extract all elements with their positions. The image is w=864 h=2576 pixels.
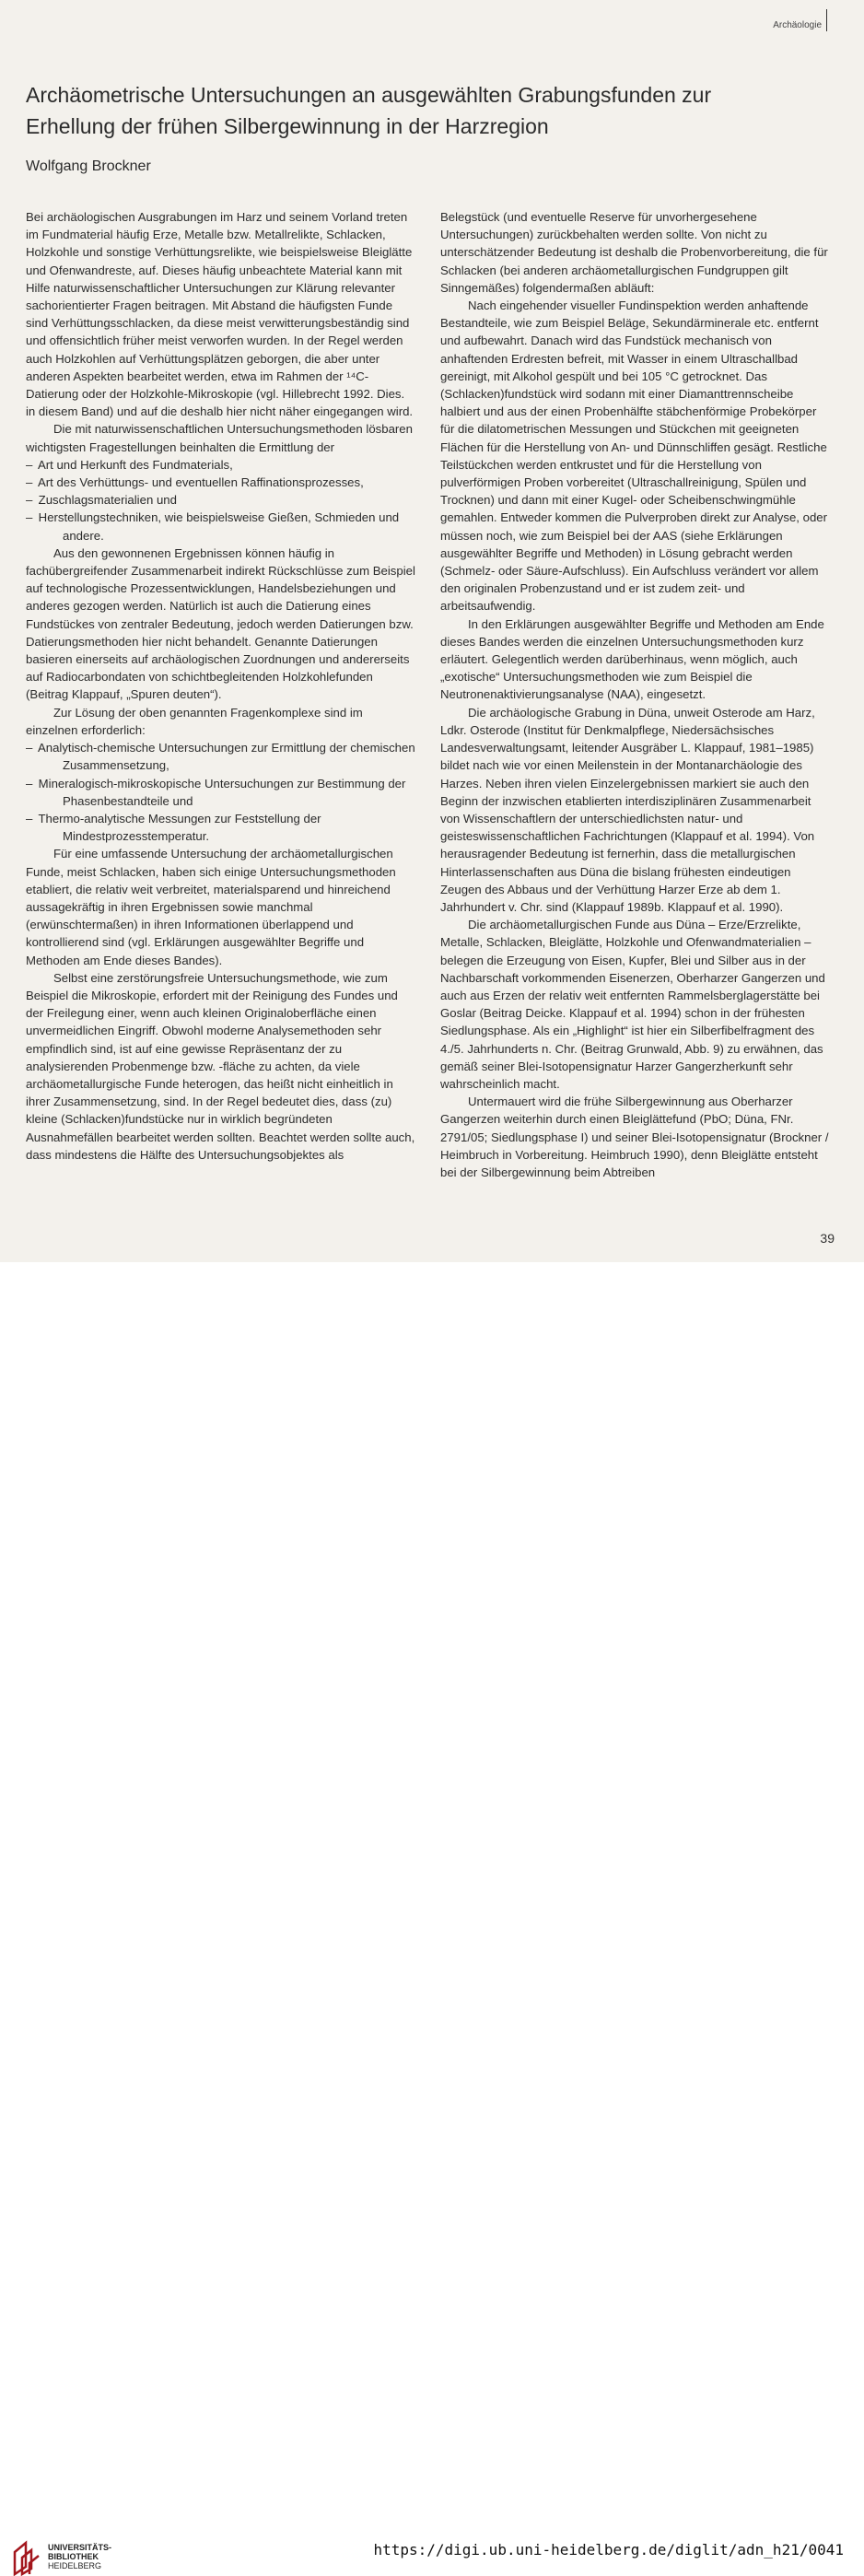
paragraph: Bei archäologischen Ausgrabungen im Harz und seinem Vorland treten im Fundmaterial häufig Erze, Metalle bzw. Metallrelikte, Schlacken, Holzkohle und sonstige Verhüttungsrelikte, wie beispielsweise Bleiglätte und Ofenwandreste, auf. Dieses häufig unbeachtete Material kann mit Hilfe naturwissenschaftlicher Untersuchungen zur Klärung relevanter sachorientierter Fragen beitragen. Mit Abstand die häufigsten Funde sind Verhüttungsschlacken, da diese meist verwitterungsbeständig sind und offensichtlich früher meist verworfen wurden. In der Regel werden auch Holzkohlen auf Verhüttungsplätzen geborgen, die aber unter anderen Aspekten bearbeitet werden, etwa im Rahmen der ¹⁴C-Datierung oder der Holzkohle-Mikroskopie (vgl. Hillebrecht 1992. Dies. in diesem Band) und auf die deshalb hier nicht näher eingegangen wird. xyxy=(26,210,414,419)
paragraph: Belegstück (und eventuelle Reserve für unvorhergesehene Untersuchungen) zurückbehalten werden sollte. Von nicht zu unterschätzender Bedeutung ist deshalb die Probenvorbereitung, die für Schlacken (bei anderen archäometallurgischen Fundgruppen gilt Sinngemäßes) folgendermaßen abläuft: xyxy=(440,210,828,295)
list-item: – Mineralogisch-mikroskopische Untersuchungen zur Bestimmung der Phasenbestandteile und xyxy=(26,776,406,808)
paragraph: Die archäometallurgischen Funde aus Düna – Erze/Erzrelikte, Metalle, Schlacken, Bleiglätte, Holzkohle und Ofenwandmaterialien – belegen die Erzeugung von Eisen, Kupfer, Blei und Silber aus in der Nachbarschaft vorkommenden Eisenerzen, Oberharzer Gangerzen und auch aus Erzen der relativ weit entfernten Rammelsberglagerstätte bei Goslar (Beitrag Deicke. Klappauf et al. 1994) schon in der frühesten Siedlungsphase. Als ein „Highlight“ ist hier ein Silberfibelfragment des 4./5. Jahrhunderts n. Chr. (Beitrag Grunwald, Abb. 9) zu erwähnen, das gemäß seiner Blei-Isotopensignatur Harzer Gangerzherkunft sehr wahrscheinlich macht. xyxy=(440,918,825,1091)
list-item: – Analytisch-chemische Untersuchungen zur Ermittlung der chemischen Zusammensetzung, xyxy=(26,741,415,773)
paragraph: Nach eingehender visueller Fundinspektion werden anhaftende Bestandteile, wie zum Beispiel Beläge, Sekundärminerale etc. entfernt und aufbewahrt. Danach wird das Fundstück mechanisch von anhaftenden Erdresten befreit, mit Wasser in einem Ultraschallbad gereinigt, mit Alkohol gespült und bei 105 °C getrocknet. Das (Schlacken)fundstück wird sodann mit einer Diamanttrennscheibe halbiert und aus der einen Probenhälfte stäbchenförmige Probekörper für die dilatometrischen Messungen und Stückchen mit geeigneten Flächen für die Herstellung von An- und Dünnschliffen gesägt. Restliche Teilstückchen werden entkrustet und für die Herstellung von pulverförmigen Proben vorbereitet (Ultraschallreinigung, Spülen und Trocknen) und dann mit einer Kugel- oder Scheibenschwingmühle gemahlen. Entweder kommen die Pulverproben direkt zur Analyse, oder müssen noch, wie zum Beispiel bei der AAS (siehe Erklärungen ausgewählter Begriffe und Methoden) in Lösung gebracht werden (Schmelz- oder Säure-Aufschluss). Ein Aufschluss verändert vor allem den originalen Probenzustand und er ist zudem zeit- und arbeitsaufwendig. xyxy=(440,299,828,614)
paragraph: Aus den gewonnenen Ergebnissen können häufig in fachübergreifender Zusammenarbeit indirekt Rückschlüsse zum Beispiel auf technologische Prozessentwicklungen, Handelsbeziehungen und anderes gezogen werden. Natürlich ist auch die Datierung eines Fundstückes von zentraler Bedeutung, jedoch werden Datierungen bzw. Datierungsmethoden hier nicht behandelt. Genannte Datierungen basieren einerseits auf archäologischen Zuordnungen und andererseits auf Radiocarbondaten von schichtbegleitenden Holzkohlefunden (Beitrag Klappauf, „Spuren deuten“). xyxy=(26,545,415,702)
right-column xyxy=(440,208,832,1181)
paragraph: In den Erklärungen ausgewählter Begriffe und Methoden am Ende dieses Bandes werden die einzelnen Untersuchungsmethoden kurz erläutert. Gelegentlich werden darüberhinaus, wenn möglich, auch „exotische“ Untersuchungsmethoden wie zum Beispiel die Neutronenaktivierungsanalyse (NAA), eingesetzt. xyxy=(440,616,824,702)
method-list xyxy=(26,739,417,845)
list-item: – Art des Verhüttungs- und eventuellen Raffinationsprozesses, xyxy=(26,475,364,490)
paragraph: Die archäologische Grabung in Düna, unweit Osterode am Harz, Ldkr. Osterode (Institut für Denkmalpflege, Niedersächsisches Landesverwaltungsamt, leitender Ausgräber L. Klappauf, 1981–1985) bildet nach wie vor einen Meilenstein in der Montanarchäologie des Harzes. Neben ihren vielen Einzelergebnissen markiert sie auch den Beginn der inzwischen etablierten interdisziplinären Zusammenarbeit von Wissenschaftlern der unterschiedlichsten natur- und geisteswissenschaftlichen Fachrichtungen (Klappauf et al. 1994). Von herausragender Bedeutung ist fernerhin, dass die metallurgischen Hinterlassenschaften aus Düna die bislang frühesten eindeutigen Zeugen des Abbaus und der Verhüttung Harzer Erze ab dem 1. Jahrhundert v. Chr. sind (Klappauf 1989b. Klappauf et al. 1990). xyxy=(440,705,815,914)
list-item: – Herstellungstechniken, wie beispielsweise Gießen, Schmieden und andere. xyxy=(26,510,400,543)
library-name: UNIVERSITÄTS- BIBLIOTHEK HEIDELBERG xyxy=(48,2543,112,2570)
paragraph: Zur Lösung der oben genannten Fragenkomplexe sind im einzelnen erforderlich: xyxy=(26,705,363,737)
paragraph: Selbst eine zerstörungsfreie Untersuchungsmethode, wie zum Beispiel die Mikroskopie, erfordert mit der Reinigung des Fundes und der Freilegung einer, wenn auch kleinen Originaloberfläche einen unvermeidlichen Eingriff. Obwohl moderne Analysemethoden sehr empfindlich sind, ist auf eine gewisse Repräsentanz der zu analysierenden Probenmenge bzw. -fläche zu achten, da viele archäometallurgische Funde heterogen, das heißt nicht einheitlich in ihrer Zusammensetzung, sind. In der Regel bedeutet dies, dass (zu) kleine (Schlacken)fundstücke nur in wirklich begründeten Ausnahmefällen bearbeitet werden sollten. Beachtet werden sollte auch, dass mindestens die Hälfte des Untersuchungsobjektes als xyxy=(26,970,415,1162)
article-title: Archäometrische Untersuchungen an ausgewählten Grabungsfunden zur Erhellung der frühen Silbergewinnung in der Harzregion xyxy=(26,83,712,138)
footer-bar xyxy=(0,1262,864,2570)
list-item: – Zuschlagsmaterialien und xyxy=(26,493,177,508)
section-label: Archäologie xyxy=(773,20,822,30)
library-logo-icon xyxy=(11,2539,42,2576)
paragraph: Für eine umfassende Untersuchung der archäometallurgischen Funde, meist Schlacken, haben sich einige Untersuchungsmethoden etabliert, die relativ weit verbreitet, materialsparend und hinreichend aussagekräftig in ihren Ergebnissen sowie manchmal (erwünschtermaßen) in ihren Informationen überlappend und kontrollierend sind (vgl. Erklärungen ausgewählter Begriffe und Methoden am Ende dieses Bandes). xyxy=(26,847,396,967)
article-author: Wolfgang Brockner xyxy=(26,158,151,174)
list-item: – Art und Herkunft des Fundmaterials, xyxy=(26,457,233,472)
question-list xyxy=(26,456,417,544)
page-number: 39 xyxy=(820,1231,835,1246)
list-item: – Thermo-analytische Messungen zur Feststellung der Mindestprozesstemperatur. xyxy=(26,811,321,844)
header-divider xyxy=(826,9,827,31)
paragraph: Die mit naturwissenschaftlichen Untersuchungsmethoden lösbaren wichtigsten Fragestellungen beinhalten die Ermittlung der xyxy=(26,422,413,454)
left-column xyxy=(26,208,417,1164)
source-url[interactable]: https://digi.ub.uni-heidelberg.de/diglit/adn_h21/0041 xyxy=(373,2541,844,2558)
paragraph: Untermauert wird die frühe Silbergewinnung aus Oberharzer Gangerzen weiterhin durch einen Bleiglättefund (PbO; Düna, FNr. 2791/05; Siedlungsphase I) und seiner Blei-Isotopensignatur (Brockner / Heimbruch in Vorbereitung. Heimbruch 1990), denn Bleiglätte entsteht bei der Silbergewinnung beim Abtreiben xyxy=(440,1095,829,1179)
scanned-page xyxy=(0,0,864,1262)
